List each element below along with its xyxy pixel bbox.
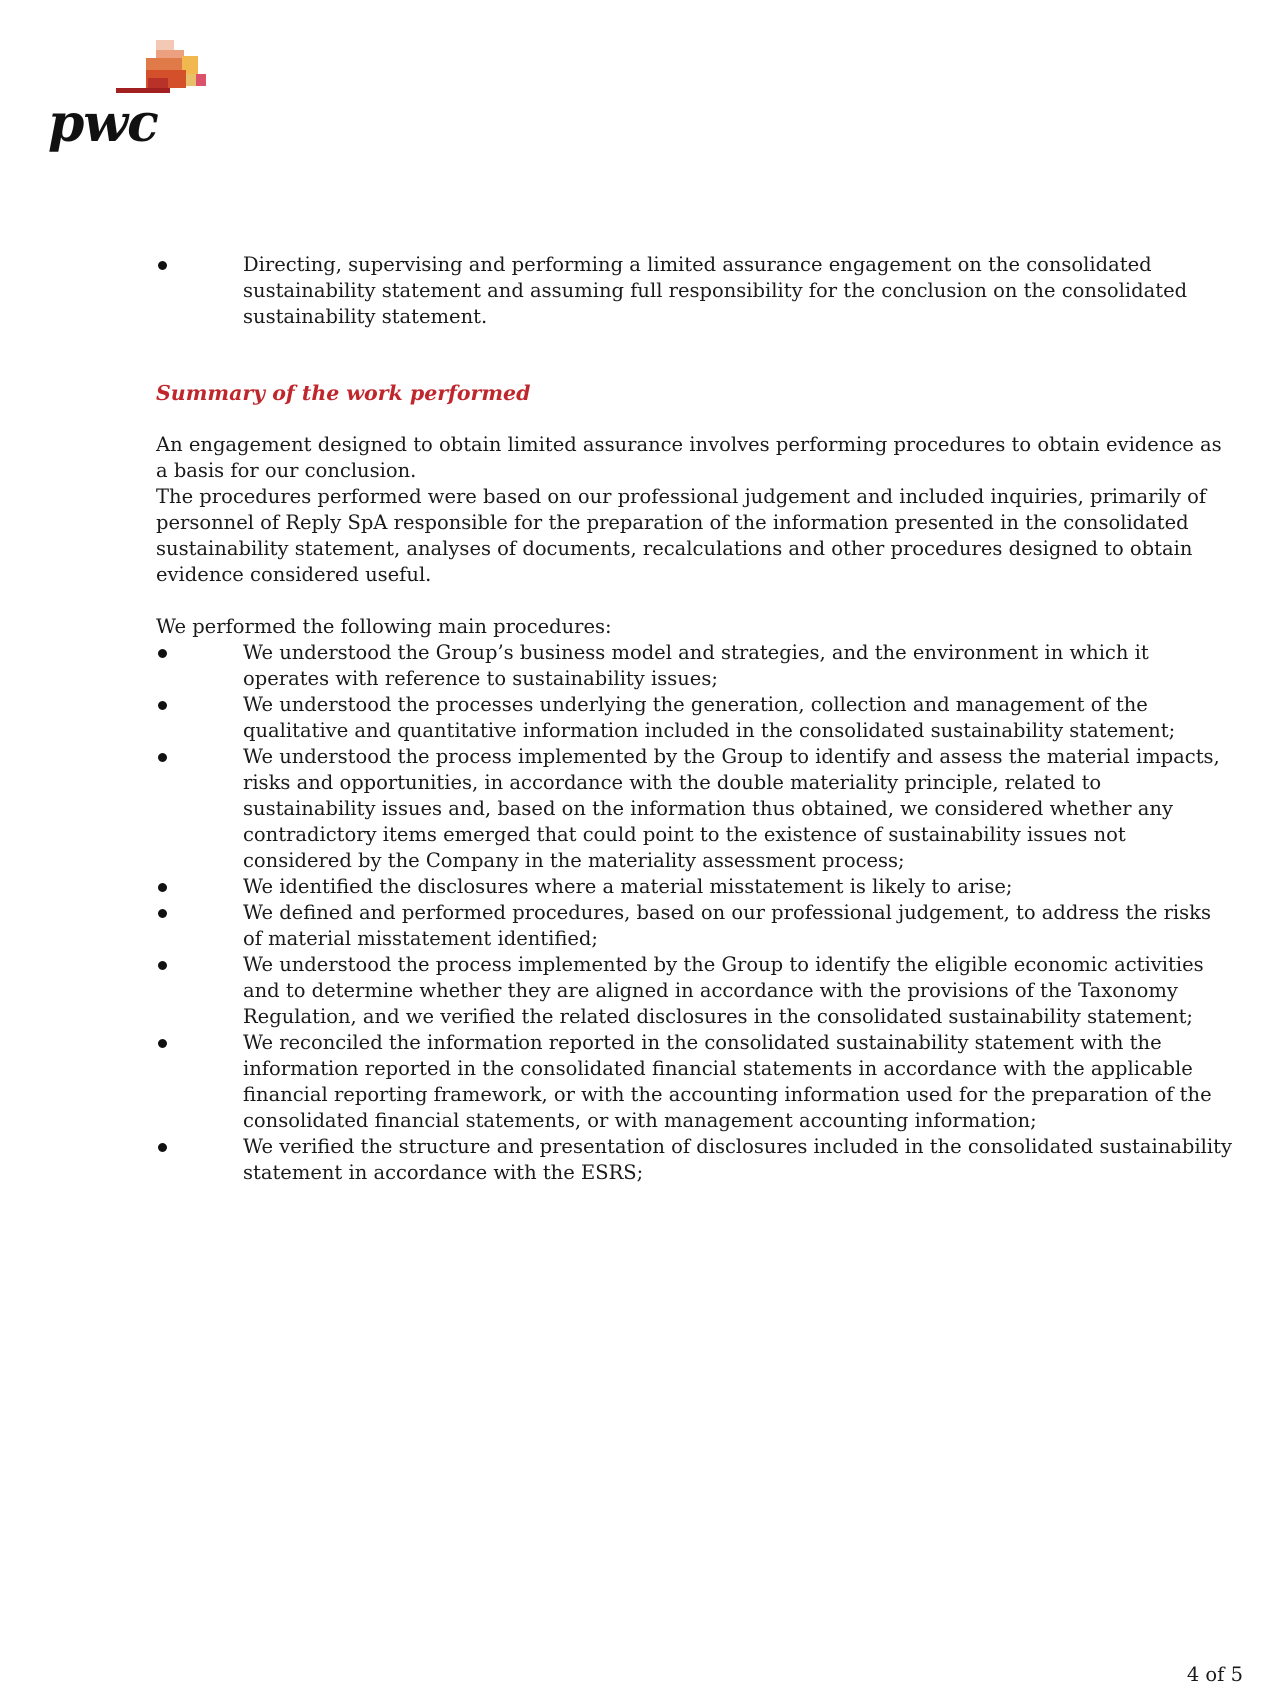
- bullet-icon: [158, 261, 167, 270]
- list-item: [156, 952, 1236, 1030]
- list-item-text: We reconciled the information reported in the consolidated sustainability statement with the information reported in the consolidated financial statements in accordance with the applicable financial reporting framework, or with the accounting information used for the preparation of the consolidated financial statements, or with management accounting information;: [243, 1031, 1212, 1132]
- list-item: [156, 1134, 1236, 1186]
- paragraph: The procedures performed were based on our professional judgement and included inquiries, primarily of personnel of Reply SpA responsible for the preparation of the information presented in the consolidated sustainability statement, analyses of documents, recalculations and other procedures designed to obtain evidence considered useful.: [156, 485, 1207, 586]
- procedures-list: [156, 640, 1236, 1186]
- bullet-icon: [158, 1143, 167, 1152]
- list-item: [156, 692, 1236, 744]
- bullet-icon: [158, 701, 167, 710]
- section-heading: Summary of the work performed: [156, 381, 531, 405]
- list-item-text: We verified the structure and presentation of disclosures included in the consolidated sustainability statement in accordance with the ESRS;: [243, 1135, 1232, 1184]
- list-item: [156, 744, 1236, 874]
- bullet-icon: [158, 961, 167, 970]
- logo-wordmark: pwc: [48, 93, 158, 154]
- list-item: [156, 1030, 1236, 1134]
- top-bullet-list: [156, 252, 1236, 330]
- list-item-text: We understood the process implemented by the Group to identify and assess the material impacts, risks and opportunities, in accordance with the double materiality principle, related to sustainability issues and, based on the information thus obtained, we considered whether any contradictory items emerged that could point to the existence of sustainability issues not considered by the Company in the materiality assessment process;: [243, 745, 1220, 872]
- bullet-icon: [158, 753, 167, 762]
- list-item-text: We defined and performed procedures, based on our professional judgement, to address the risks of material misstatement identified;: [243, 901, 1211, 950]
- list-item: [156, 874, 1236, 900]
- list-item-text: We understood the Group’s business model and strategies, and the environment in which it operates with reference to sustainability issues;: [243, 641, 1149, 690]
- list-item: [156, 640, 1236, 692]
- document-body: [156, 252, 1236, 1186]
- list-item-text: We understood the process implemented by the Group to identify the eligible economic activities and to determine whether they are aligned in accordance with the provisions of the Taxonomy Regulation, and we verified the related disclosures in the consolidated sustainability statement;: [243, 953, 1204, 1028]
- list-item: [156, 252, 1236, 330]
- list-item: [156, 900, 1236, 952]
- bullet-icon: [158, 649, 167, 658]
- list-item-text: We understood the processes underlying the generation, collection and management of the qualitative and quantitative information included in the consolidated sustainability statement;: [243, 693, 1176, 742]
- pwc-logo: [44, 40, 224, 170]
- page-number: 4 of 5: [1186, 1663, 1243, 1686]
- paragraph: An engagement designed to obtain limited assurance involves performing procedures to obtain evidence as a basis for our conclusion.: [156, 433, 1222, 482]
- bullet-icon: [158, 883, 167, 892]
- bullet-icon: [158, 1039, 167, 1048]
- list-item-text: Directing, supervising and performing a limited assurance engagement on the consolidated sustainability statement and assuming full responsibility for the conclusion on the consolidated sustainability statement.: [243, 253, 1188, 328]
- bullet-icon: [158, 909, 167, 918]
- pwc-logo-mark-icon: [44, 40, 224, 100]
- procedures-intro: We performed the following main procedures:: [156, 615, 612, 638]
- list-item-text: We identified the disclosures where a material misstatement is likely to arise;: [243, 875, 1013, 898]
